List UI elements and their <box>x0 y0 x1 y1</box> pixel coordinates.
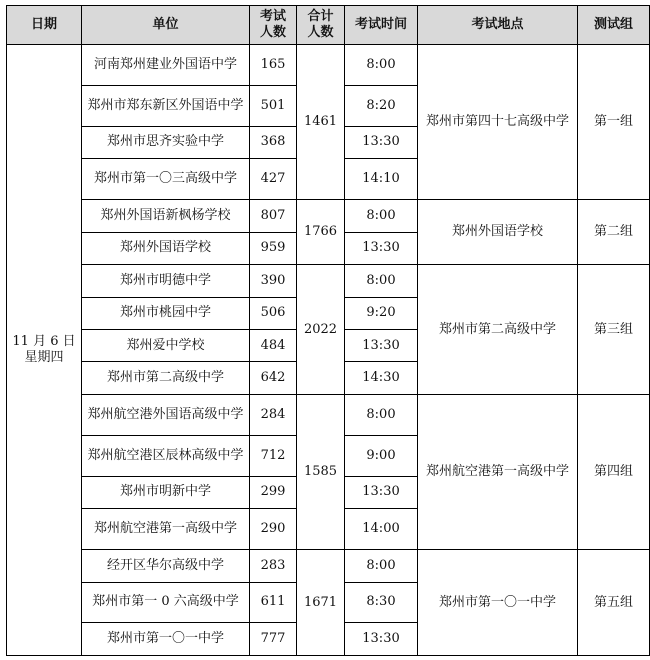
group-cell: 第五组 <box>578 550 650 656</box>
count-cell: 777 <box>250 623 297 656</box>
unit-cell: 郑州市郑东新区外国语中学 <box>82 85 250 126</box>
count-cell: 368 <box>250 126 297 158</box>
unit-cell: 郑州市第一 0 六高级中学 <box>82 582 250 623</box>
header-test-group: 测试组 <box>578 6 650 45</box>
count-cell: 299 <box>250 476 297 508</box>
table-row <box>7 45 650 86</box>
header-date: 日期 <box>7 6 82 45</box>
time-cell: 8:20 <box>345 85 418 126</box>
table-row <box>7 394 650 435</box>
place-cell: 郑州市第一〇一中学 <box>418 550 578 656</box>
count-cell: 642 <box>250 362 297 394</box>
header-exam-time: 考试时间 <box>345 6 418 45</box>
unit-cell: 郑州市第一〇三高级中学 <box>82 159 250 200</box>
unit-cell: 郑州外国语新枫杨学校 <box>82 200 250 232</box>
date-day: 11 月 6 日 <box>12 334 76 349</box>
group-cell: 第二组 <box>578 200 650 265</box>
count-cell: 290 <box>250 509 297 550</box>
unit-cell: 郑州航空港第一高级中学 <box>82 509 250 550</box>
header-unit: 单位 <box>82 6 250 45</box>
header-exam-place: 考试地点 <box>418 6 578 45</box>
time-cell: 9:00 <box>345 435 418 476</box>
time-cell: 14:30 <box>345 362 418 394</box>
time-cell: 8:00 <box>345 45 418 86</box>
unit-cell: 郑州市桃园中学 <box>82 297 250 329</box>
header-total-count: 合计 人数 <box>297 6 345 45</box>
group-cell: 第四组 <box>578 394 650 549</box>
count-cell: 807 <box>250 200 297 232</box>
unit-cell: 郑州爱中学校 <box>82 330 250 362</box>
count-cell: 165 <box>250 45 297 86</box>
exam-schedule-table <box>6 5 650 656</box>
total-cell: 1766 <box>297 200 345 265</box>
date-cell <box>7 45 82 656</box>
total-cell: 1585 <box>297 394 345 549</box>
time-cell: 13:30 <box>345 330 418 362</box>
unit-cell: 郑州市第二高级中学 <box>82 362 250 394</box>
place-cell: 郑州外国语学校 <box>418 200 578 265</box>
time-cell: 13:30 <box>345 623 418 656</box>
unit-cell: 郑州市明德中学 <box>82 265 250 297</box>
unit-cell: 郑州市明新中学 <box>82 476 250 508</box>
unit-cell: 郑州市思齐实验中学 <box>82 126 250 158</box>
count-cell: 427 <box>250 159 297 200</box>
count-cell: 501 <box>250 85 297 126</box>
count-cell: 712 <box>250 435 297 476</box>
table-row <box>7 550 650 582</box>
unit-cell: 郑州航空港外国语高级中学 <box>82 394 250 435</box>
date-weekday: 星期四 <box>24 350 64 365</box>
total-cell: 1461 <box>297 45 345 200</box>
time-cell: 13:30 <box>345 126 418 158</box>
table-row <box>7 200 650 232</box>
time-cell: 8:00 <box>345 265 418 297</box>
header-exam-count: 考试 人数 <box>250 6 297 45</box>
group-cell: 第一组 <box>578 45 650 200</box>
unit-cell: 郑州航空港区辰林高级中学 <box>82 435 250 476</box>
group-cell: 第三组 <box>578 265 650 395</box>
header-row <box>7 6 650 45</box>
count-cell: 284 <box>250 394 297 435</box>
time-cell: 9:20 <box>345 297 418 329</box>
count-cell: 611 <box>250 582 297 623</box>
unit-cell: 河南郑州建业外国语中学 <box>82 45 250 86</box>
count-cell: 283 <box>250 550 297 582</box>
total-cell: 1671 <box>297 550 345 656</box>
total-cell: 2022 <box>297 265 345 395</box>
count-cell: 959 <box>250 232 297 264</box>
count-cell: 390 <box>250 265 297 297</box>
time-cell: 8:00 <box>345 394 418 435</box>
count-cell: 506 <box>250 297 297 329</box>
place-cell: 郑州市第二高级中学 <box>418 265 578 395</box>
unit-cell: 郑州外国语学校 <box>82 232 250 264</box>
place-cell: 郑州市第四十七高级中学 <box>418 45 578 200</box>
time-cell: 14:00 <box>345 509 418 550</box>
table-row <box>7 265 650 297</box>
time-cell: 8:00 <box>345 550 418 582</box>
time-cell: 13:30 <box>345 476 418 508</box>
count-cell: 484 <box>250 330 297 362</box>
unit-cell: 郑州市第一〇一中学 <box>82 623 250 656</box>
time-cell: 8:30 <box>345 582 418 623</box>
place-cell: 郑州航空港第一高级中学 <box>418 394 578 549</box>
time-cell: 13:30 <box>345 232 418 264</box>
time-cell: 8:00 <box>345 200 418 232</box>
time-cell: 14:10 <box>345 159 418 200</box>
unit-cell: 经开区华尔高级中学 <box>82 550 250 582</box>
